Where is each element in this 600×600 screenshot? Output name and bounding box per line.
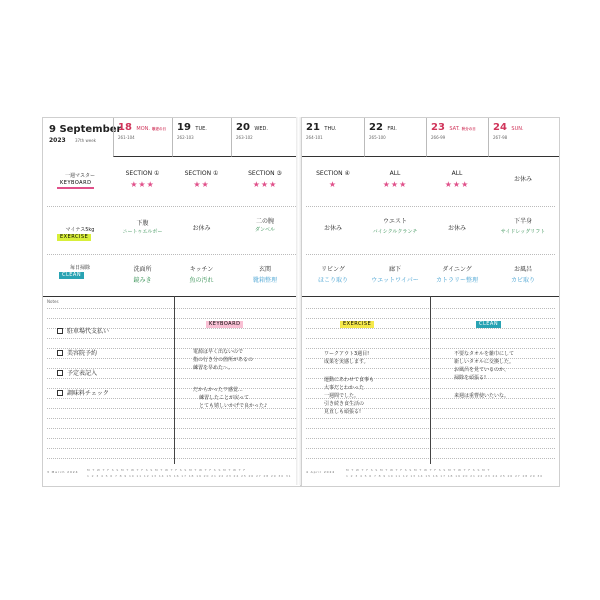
day-number: 20 WED. (236, 122, 268, 133)
day-number: 21 THU. (306, 122, 337, 133)
memo-line: 見直しも頑張る! (324, 409, 362, 415)
tag-title-2: マイナス5kg (65, 227, 95, 233)
memo-line: 運動にあわせて食事も (324, 377, 375, 383)
mini-calendar-nums: 1 2 3 4 5 6 7 8 9 10 11 12 13 14 15 16 17 18 19 20 21 22 23 24 25 26 27 28 29 30 31 (87, 474, 292, 478)
cell-r3-21: リビング (321, 266, 345, 273)
cell-r1-19: SECTION ① (184, 170, 219, 177)
mini-calendar-title: 4 April 2024 (306, 470, 336, 474)
mini-calendar-nums: 1 2 3 4 5 6 7 8 9 10 11 12 13 14 15 16 17 18 19 20 21 22 23 24 25 26 27 28 29 30 (346, 474, 543, 478)
memo-line: 指の行き分の箇所があるの (193, 357, 254, 363)
cell-r3-18: 洗面所 (133, 266, 152, 273)
memo-line: とても嬉しいかげで良かった♪ (199, 403, 268, 409)
memo-line: 不要なタオルを雑巾にして (454, 351, 515, 357)
cell-r3b-22: ウエットワイパー (371, 277, 419, 284)
memo-line: 一週間でした。 (324, 393, 360, 399)
memo-exercise-tag: EXERCISE (340, 321, 374, 328)
stars-19: ★★ (193, 180, 210, 189)
row-divider (306, 254, 555, 255)
stars-21: ★ (328, 180, 338, 189)
cell-r2b-18: ニートゥエルボー (122, 229, 163, 235)
day-sub: 261-104 (118, 135, 135, 140)
cell-r3-19: キッチン (189, 266, 214, 273)
cell-r3-20: 玄関 (258, 266, 271, 273)
day-cell-21[interactable] (302, 118, 364, 157)
day-cell-23[interactable] (426, 118, 489, 157)
notes-divider (43, 296, 300, 297)
cell-r3b-24: カビ取り (510, 277, 535, 284)
todo-item: 調味料チェック (67, 390, 109, 397)
cell-r2-18: 下腹 (136, 220, 149, 227)
notes-ruled-line (47, 378, 296, 379)
todo-item: 美容院予約 (67, 350, 98, 357)
row-divider (306, 206, 555, 207)
memo-line: 掃除を頑張る! (454, 375, 487, 381)
notes-ruled-line (47, 448, 296, 449)
memo-keyboard-tag: KEYBOARD (206, 321, 243, 328)
memo-line: 成果を実感します。 (324, 359, 369, 365)
day-number: 24 SUN. (493, 122, 524, 133)
cell-r2-22: ウエスト (382, 218, 407, 225)
notes-column-divider (430, 296, 431, 464)
day-cell-20[interactable] (231, 118, 300, 157)
memo-clean-tag: CLEAN (476, 321, 501, 328)
memo-line: 新しいタオルに交換した。 (454, 359, 515, 365)
day-sub: 267-98 (493, 135, 508, 140)
memo-line: 引き続き食生活の (324, 401, 365, 407)
cell-r2b-22: バイシクルクランチ (372, 229, 418, 235)
cell-r2-19: お休み (192, 225, 211, 232)
day-number: 22 FRI. (369, 122, 397, 133)
day-number: 18 MON. 敬老の日 (118, 122, 166, 133)
notes-ruled-line (47, 318, 296, 319)
notes-ruled-line (47, 428, 296, 429)
week-label: 37th week (75, 138, 96, 143)
clean-tag: CLEAN (59, 272, 84, 279)
cell-r2-20: 二の腕 (255, 218, 274, 225)
notes-column-divider (174, 296, 175, 464)
cell-r1-18: SECTION ① (125, 170, 160, 177)
cell-r3-24: お風呂 (513, 266, 532, 273)
cell-r1-23: ALL (451, 170, 463, 177)
row-divider (47, 206, 296, 207)
tag-title-1: 一週マスター (64, 173, 95, 179)
keyboard-tag: KEYBOARD (57, 180, 94, 189)
mini-calendar-days: M T W T F S S M T W T F S S M T W T F S S M T W T F S S M T W T F (87, 468, 246, 472)
stars-18: ★★★ (130, 180, 155, 189)
stars-20: ★★★ (252, 180, 278, 189)
todo-item: 予定表記入 (67, 370, 98, 377)
memo-line: 電源は早く出ないので (193, 349, 244, 355)
day-cell-24[interactable] (488, 118, 559, 157)
cell-r1-24: お休み (513, 176, 532, 183)
left-page (42, 117, 301, 487)
exercise-tag: EXERCISE (57, 234, 91, 241)
mini-calendar-days: M T W T F S S M T W T F S S M T W T F S S M T W T F S S M T (346, 468, 491, 472)
tag-title-3: 毎日掃除 (69, 265, 90, 271)
todo-checkbox[interactable] (57, 350, 63, 356)
cell-r3b-23: カトラリー整理 (435, 277, 478, 284)
day-cell-18[interactable] (113, 118, 173, 157)
todo-item: 駐車場代支払い (67, 328, 110, 335)
todo-checkbox[interactable] (57, 328, 63, 334)
day-sub: 263-102 (236, 135, 253, 140)
day-number: 23 SAT. 秋分の日 (431, 122, 476, 133)
cell-r3-23: ダイニング (442, 266, 472, 273)
cell-r3-22: 廊下 (388, 266, 401, 273)
day-cell-19[interactable] (172, 118, 232, 157)
memo-line: 大事だとわかった (324, 385, 365, 391)
notes-ruled-line (47, 358, 296, 359)
memo-line: 来週は重曹使いたいな。 (454, 393, 510, 399)
memo-line: ワークアウト3週目! (324, 351, 370, 357)
row-divider (47, 254, 296, 255)
cell-r2-23: お休み (447, 225, 466, 232)
notes-ruled-line (47, 458, 296, 459)
memo-line: だからかったワ感覚... (193, 387, 243, 393)
notes-ruled-line (47, 438, 296, 439)
cell-r3b-18: 鏡みき (133, 277, 152, 284)
year-label: 2023 (49, 137, 66, 144)
cell-r1-22: ALL (389, 170, 401, 177)
cell-r2b-20: ダンベル (254, 227, 276, 233)
todo-checkbox[interactable] (57, 370, 63, 376)
notes-label: Notes (47, 299, 59, 304)
memo-line: 練習を早めた〜。 (193, 365, 234, 371)
stars-22: ★★★ (382, 180, 408, 189)
day-sub: 266-99 (431, 135, 446, 140)
notes-ruled-line (47, 338, 296, 339)
right-page (301, 117, 560, 487)
day-sub: 265-100 (369, 135, 386, 140)
memo-line: お風呂を見ているのか、 (454, 367, 510, 373)
cell-r3b-20: 靴箱整理 (252, 277, 277, 284)
cell-r3b-21: ほこり取り (317, 277, 348, 284)
todo-checkbox[interactable] (57, 390, 63, 396)
stars-23: ★★★ (444, 180, 470, 189)
cell-r2b-24: サイドレッグリフト (500, 229, 546, 235)
day-number: 19 TUE. (177, 122, 207, 133)
cell-r1-21: SECTION ④ (316, 170, 350, 177)
cell-r2-21: お休み (323, 225, 342, 232)
cell-r3b-19: 魚の汚れ (189, 277, 214, 284)
month-title: 9 September (49, 124, 122, 135)
cell-r2-24: 下半身 (513, 218, 532, 225)
notes-ruled-line (47, 418, 296, 419)
cell-r1-20: SECTION ③ (248, 170, 282, 177)
day-cell-22[interactable] (364, 118, 427, 157)
notes-ruled-line (47, 398, 296, 399)
day-sub: 264-101 (306, 135, 323, 140)
mini-calendar-title: 3 March 2024 (47, 470, 79, 474)
notes-ruled-line (47, 308, 296, 309)
day-sub: 262-103 (177, 135, 194, 140)
memo-line: 練習したことが戻って (199, 395, 250, 401)
